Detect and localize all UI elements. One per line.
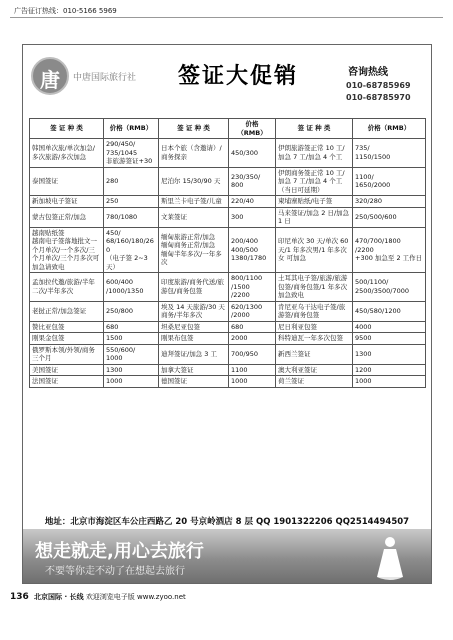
cell-price-3: 4000 [353,321,426,333]
cell-price-3: 500/1100/ 2500/3500/7000 [353,273,426,302]
table-row [30,207,426,227]
cell-visa-type-1: 俄罗斯本领/外领/商务三个月 [30,344,104,364]
table-row [30,167,426,196]
cell-visa-type-1: 孟加拉代邀/旅游/半年二次/半年多次 [30,273,104,302]
header-price-3: 价格（RMB） [353,119,426,139]
header-visa-type-2: 签 证 种 类 [159,119,229,139]
header-price-1: 价格（RMB） [104,119,159,139]
cell-price-2: 1000 [229,376,276,388]
cell-price-2: 2000 [229,333,276,345]
cell-visa-type-1: 赞比亚包签 [30,321,104,333]
header-visa-type-1: 签 证 种 类 [30,119,104,139]
ad-title: 签证大促销 [178,63,299,89]
cell-price-1: 1500 [104,333,159,345]
top-hotline: 广告征订热线：010-5166 5969 [14,7,117,15]
table-row [30,344,426,364]
cell-price-1: 780/1080 [104,207,159,227]
consult-phone-2: 010-68785970 [346,93,411,102]
table-row [30,376,426,388]
cell-visa-type-2: 埃及 14 天旅游/30 天商务/半年多次 [159,301,229,321]
cell-visa-type-2: 迪拜签证/加急 3 工 [159,344,229,364]
cell-visa-type-3: 澳大利亚签证 [276,364,353,376]
cell-price-2: 200/400 400/500 1380/1780 [229,227,276,273]
consult-phone-1: 010-68785969 [346,81,411,90]
cell-price-2: 800/1100 /1500 /2200 [229,273,276,302]
woman-silhouette-icon [373,535,407,581]
cell-visa-type-1: 泰国签证 [30,167,104,196]
cell-visa-type-1: 法国签证 [30,376,104,388]
cell-visa-type-1: 老挝正常/加急签证 [30,301,104,321]
cell-visa-type-3: 科特迪瓦一年多次包签 [276,333,353,345]
cell-visa-type-3: 印尼单次 30 天/单次 60 天/1 年多次男/1 年多次女 可加急 [276,227,353,273]
cell-visa-type-1: 越南贴纸签 越南电子签落地批文一个月单次/一个多次/三个月单次/三个月多次可加急请致电 [30,227,104,273]
table-row [30,196,426,208]
cell-visa-type-2: 印度旅游/商务代送/旅游包/商务包签 [159,273,229,302]
cell-visa-type-3: 尼日利亚包签 [276,321,353,333]
cell-visa-type-3: 伊朗商务签正常 10 工/加急 7 工/加急 4 个工 （当日可延期） [276,167,353,196]
cell-price-3: 1200 [353,364,426,376]
page-footer [10,592,186,602]
company-name: 中唐国际旅行社 [73,73,137,83]
cell-price-1: 1300 [104,364,159,376]
cell-price-2: 1100 [229,364,276,376]
visa-table-body [30,139,426,388]
cell-price-2: 700/950 [229,344,276,364]
cell-visa-type-3: 伊朗旅游签正常 10 工/加急 7 工/加急 4 个工 [276,139,353,168]
table-row [30,273,426,302]
footer-text: 欢迎浏览电子版 www.zyoo.net [85,593,186,601]
cell-visa-type-2: 刚果布包签 [159,333,229,345]
cell-price-2: 300 [229,207,276,227]
table-row [30,227,426,273]
table-row [30,139,426,168]
table-row [30,321,426,333]
cell-price-2: 220/40 [229,196,276,208]
logo-glyph: 唐 [40,68,60,92]
cell-visa-type-3: 肯尼亚乌干达电子签/旅游签/商务包签 [276,301,353,321]
cell-visa-type-1: 新加坡电子签证 [30,196,104,208]
cell-price-3: 250/500/600 [353,207,426,227]
cell-price-3: 9500 [353,333,426,345]
top-divider [10,17,443,18]
cell-visa-type-2: 尼泊尔 15/30/90 天 [159,167,229,196]
consult-label: 咨询热线 [348,67,388,78]
cell-price-1: 1000 [104,376,159,388]
agency-address: 地址：北京市海淀区车公庄西路乙 20 号京岭酒店 8 层 QQ 1901322206 QQ2514494507 [44,517,410,527]
cell-price-1: 250 [104,196,159,208]
table-header-row [30,119,426,139]
cell-price-1: 280 [104,167,159,196]
cell-visa-type-2: 坦桑尼亚包签 [159,321,229,333]
cell-price-3: 1000 [353,376,426,388]
banner-slogan: 想走就走,用心去旅行 [35,541,204,562]
cell-price-1: 250/800 [104,301,159,321]
cell-price-2: 680 [229,321,276,333]
cell-price-2: 230/350/ 800 [229,167,276,196]
banner-subtitle: 不要等你走不动了在想起去旅行 [45,566,185,577]
cell-visa-type-3: 马来签证/加急 2 日/加急 1 日 [276,207,353,227]
cell-price-1: 680 [104,321,159,333]
cell-visa-type-3: 荷兰签证 [276,376,353,388]
cell-visa-type-1: 美国签证 [30,364,104,376]
table-row [30,301,426,321]
ad-header [23,45,431,117]
table-row [30,364,426,376]
page-number: 136 [10,592,29,602]
cell-price-3: 320/280 [353,196,426,208]
visa-price-table [29,118,426,388]
company-seal-icon [31,57,69,95]
cell-price-2: 450/300 [229,139,276,168]
cell-visa-type-1: 蒙古包签正常/加急 [30,207,104,227]
cell-price-3: 735/ 1150/1500 [353,139,426,168]
cell-visa-type-2: 斯里兰卡电子签/儿童 [159,196,229,208]
cell-visa-type-2: 德国签证 [159,376,229,388]
cell-visa-type-2: 日本个旅（含邀请）/商务探亲 [159,139,229,168]
slogan-banner [23,529,431,583]
cell-visa-type-3: 柬埔寨贴纸/电子签 [276,196,353,208]
cell-price-1: 600/400 /1000/1350 [104,273,159,302]
cell-visa-type-2: 文莱签证 [159,207,229,227]
cell-visa-type-1: 刚果金包签 [30,333,104,345]
header-price-2: 价格 （RMB） [229,119,276,139]
cell-visa-type-2: 加拿大签证 [159,364,229,376]
cell-visa-type-1: 韩国单次旅/单次加急/多次旅游/多次加急 [30,139,104,168]
cell-price-3: 1100/ 1650/2000 [353,167,426,196]
cell-price-2: 620/1300 /2000 [229,301,276,321]
cell-visa-type-2: 缅甸旅游正常/加急 缅甸商务正常/加急 缅甸半年多次/一年多次 [159,227,229,273]
table-row [30,333,426,345]
cell-price-3: 1300 [353,344,426,364]
cell-price-1: 290/450/ 735/1045 非旅游签证+30 [104,139,159,168]
cell-price-3: 470/700/1800 /2200 +300 加急至 2 工作日 [353,227,426,273]
header-visa-type-3: 签 证 种 类 [276,119,353,139]
advert-frame [22,44,432,584]
cell-price-1: 550/600/ 1000 [104,344,159,364]
cell-visa-type-3: 土耳其电子签/旅游/旅游包签/商务包签/1 年多次 加急致电 [276,273,353,302]
cell-price-1: 450/ 68/160/180/260 （电子签 2~3 天） [104,227,159,273]
footer-brand: 北京国际 · 长线 [34,593,84,601]
cell-visa-type-3: 新西兰签证 [276,344,353,364]
cell-price-3: 450/580/1200 [353,301,426,321]
